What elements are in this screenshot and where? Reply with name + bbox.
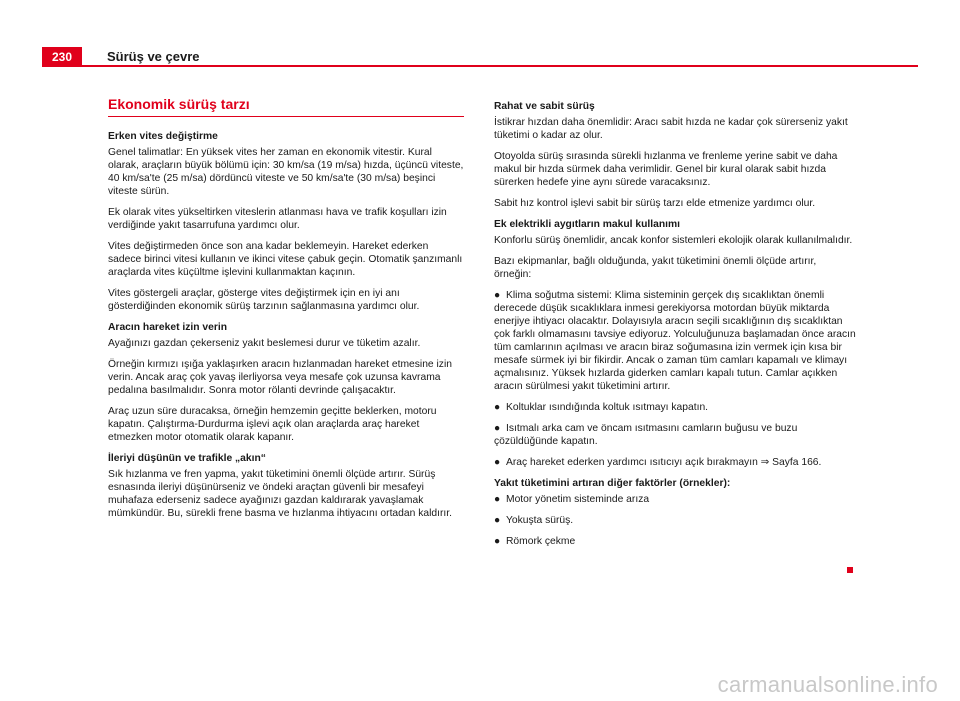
list-item: ● Araç hareket ederken yardımcı ısıtıcıyı açık bırakmayın ⇒ Sayfa 166.	[494, 457, 822, 468]
chapter-title: Sürüş ve çevre	[107, 49, 200, 64]
bullet-icon: ●	[494, 515, 501, 526]
bullet-icon: ●	[494, 494, 501, 505]
subheading-coasting: Aracın hareket izin verin	[108, 322, 228, 333]
paragraph: Araç uzun süre duracaksa, örneğin hemzemin geçitte beklerken, motoru kapatın. Çalıştırma-Durdurma işlevi açık olan araçlarda araç hareket etmezken motor otomatik olarak kapanır.	[108, 406, 437, 443]
paragraph: Genel talimatlar: En yüksek vites her zaman en ekonomik vitestir. Kural olarak, araçların büyük bölümü için: 30 km/sa (19 m/sa) hızda, üçüncü viteste, 40 km/sa'te (25 m/sa) dördüncü viteste ve 50 km/sa'te (30 m/sa) beşinci viteste sürün.	[108, 147, 464, 197]
left-column	[108, 98, 464, 528]
subheading-other-factors: Yakıt tüketimini artıran diğer faktörler (örnekler):	[494, 478, 731, 489]
subheading-steady-driving: Rahat ve sabit sürüş	[494, 101, 595, 112]
list-item: ● Motor yönetim sisteminde arıza	[494, 494, 650, 505]
paragraph: Vites değiştirmeden önce son ana kadar beklemeyin. Hareket ederken sadece birinci vitesi kullanın ve ikinci vitese çabuk geçin. Otomatik şanzımanlı araçlarda vites küçültme işlevini kullanmaktan kaçının.	[108, 241, 463, 278]
subheading-electrical-devices: Ek elektrikli aygıtların makul kullanımı	[494, 219, 680, 230]
paragraph: İstikrar hızdan daha önemlidir: Aracı sabit hızda ne kadar çok sürerseniz yakıt tüketimi o kadar az olur.	[494, 117, 848, 141]
end-of-section-icon	[847, 567, 853, 573]
list-item: ● Yokuşta sürüş.	[494, 515, 574, 526]
page-number: 230	[42, 47, 82, 67]
list-item: ● Koltuklar ısındığında koltuk ısıtmayı kapatın.	[494, 402, 709, 413]
list-item: ● Römork çekme	[494, 536, 576, 547]
section-title: Ekonomik sürüş tarzı	[108, 98, 464, 117]
paragraph: Otoyolda sürüş sırasında sürekli hızlanma ve frenleme yerine sabit ve daha makul bir hızda sürmek daha verimlidir. Genel bir kural olarak sabit hızda sürerken hedefe yine aynı sürede varacaksınız.	[494, 151, 838, 188]
subheading-anticipate: İleriyi düşünün ve trafikle „akın“	[108, 453, 266, 464]
paragraph: Vites göstergeli araçlar, gösterge vites değiştirmek için en iyi anı gösterdiğinden ekonomik sürüş tarzının sağlanmasına yardımcı olur.	[108, 288, 420, 312]
paragraph: Örneğin kırmızı ışığa yaklaşırken aracın hızlanmadan hareket etmesine izin verin. Ancak araç çok yavaş ilerliyorsa veya mesafe çok uzunsa kavrama pedalına basılmalıdır. Sonra motor rölanti devrinde çalışacaktır.	[108, 359, 452, 396]
header-rule	[42, 65, 918, 67]
subheading-early-shift: Erken vites değiştirme	[108, 131, 218, 142]
paragraph: Ek olarak vites yükseltirken viteslerin atlanması hava ve trafik koşulları izin verdiğinde yakıt tasarrufuna yardımcı olur.	[108, 207, 447, 231]
bullet-icon: ●	[494, 457, 501, 468]
list-item: ● Klima soğutma sistemi: Klima sisteminin gerçek dış sıcaklıktan önemli derecede düşük sıcaklıklara inmesi gerekiyorsa motordan büyük miktarda enerjiye ihtiyacı olacaktır. Dolayısıyla aracın seçili sıcaklığının dış sıcaklıktan çok farklı olmamasını tavsiye ediyoruz. Yolculuğunuza başlamadan önce aracın tüm camlarının açılması ve aracın biraz soğumasına izin vermek için kısa bir mesafe sürmek iyi bir fikirdir. Ancak o zaman tüm camları kapamalı ve klimayı açmalısınız. Yüksek hızlarda giderken camları kapalı tutun. Camlar açıkken aracın sürülmesi yakıt tüketimini artırır.	[494, 290, 856, 392]
watermark: carmanualsonline.info	[717, 672, 938, 697]
paragraph: Konforlu sürüş önemlidir, ancak konfor sistemleri ekolojik olarak kullanılmalıdır.	[494, 235, 853, 246]
bullet-icon: ●	[494, 536, 501, 547]
paragraph: Ayağınızı gazdan çekerseniz yakıt beslemesi durur ve tüketim azalır.	[108, 338, 421, 349]
paragraph: Sabit hız kontrol işlevi sabit bir sürüş tarzı elde etmenize yardımcı olur.	[494, 198, 816, 209]
right-column	[494, 100, 856, 556]
bullet-icon: ●	[494, 423, 501, 434]
paragraph: Bazı ekipmanlar, bağlı olduğunda, yakıt tüketimini önemli ölçüde artırır, örneğin:	[494, 256, 817, 280]
bullet-icon: ●	[494, 290, 501, 301]
bullet-icon: ●	[494, 402, 501, 413]
paragraph: Sık hızlanma ve fren yapma, yakıt tüketimini önemli ölçüde artırır. Sürüş esnasında ileriyi düşünürseniz ve öndeki araçtan güvenli bir mesafeyi muhafaza ederseniz sadece ayağınızı gazdan kaldırarak yavaşlamak mümkündür. Bu, sürekli frene basma ve hızlanma ihtiyacını ortadan kaldırır.	[108, 469, 452, 519]
list-item: ● Isıtmalı arka cam ve öncam ısıtmasını camların buğusu ve buzu çözüldüğünde kapatın.	[494, 423, 798, 447]
